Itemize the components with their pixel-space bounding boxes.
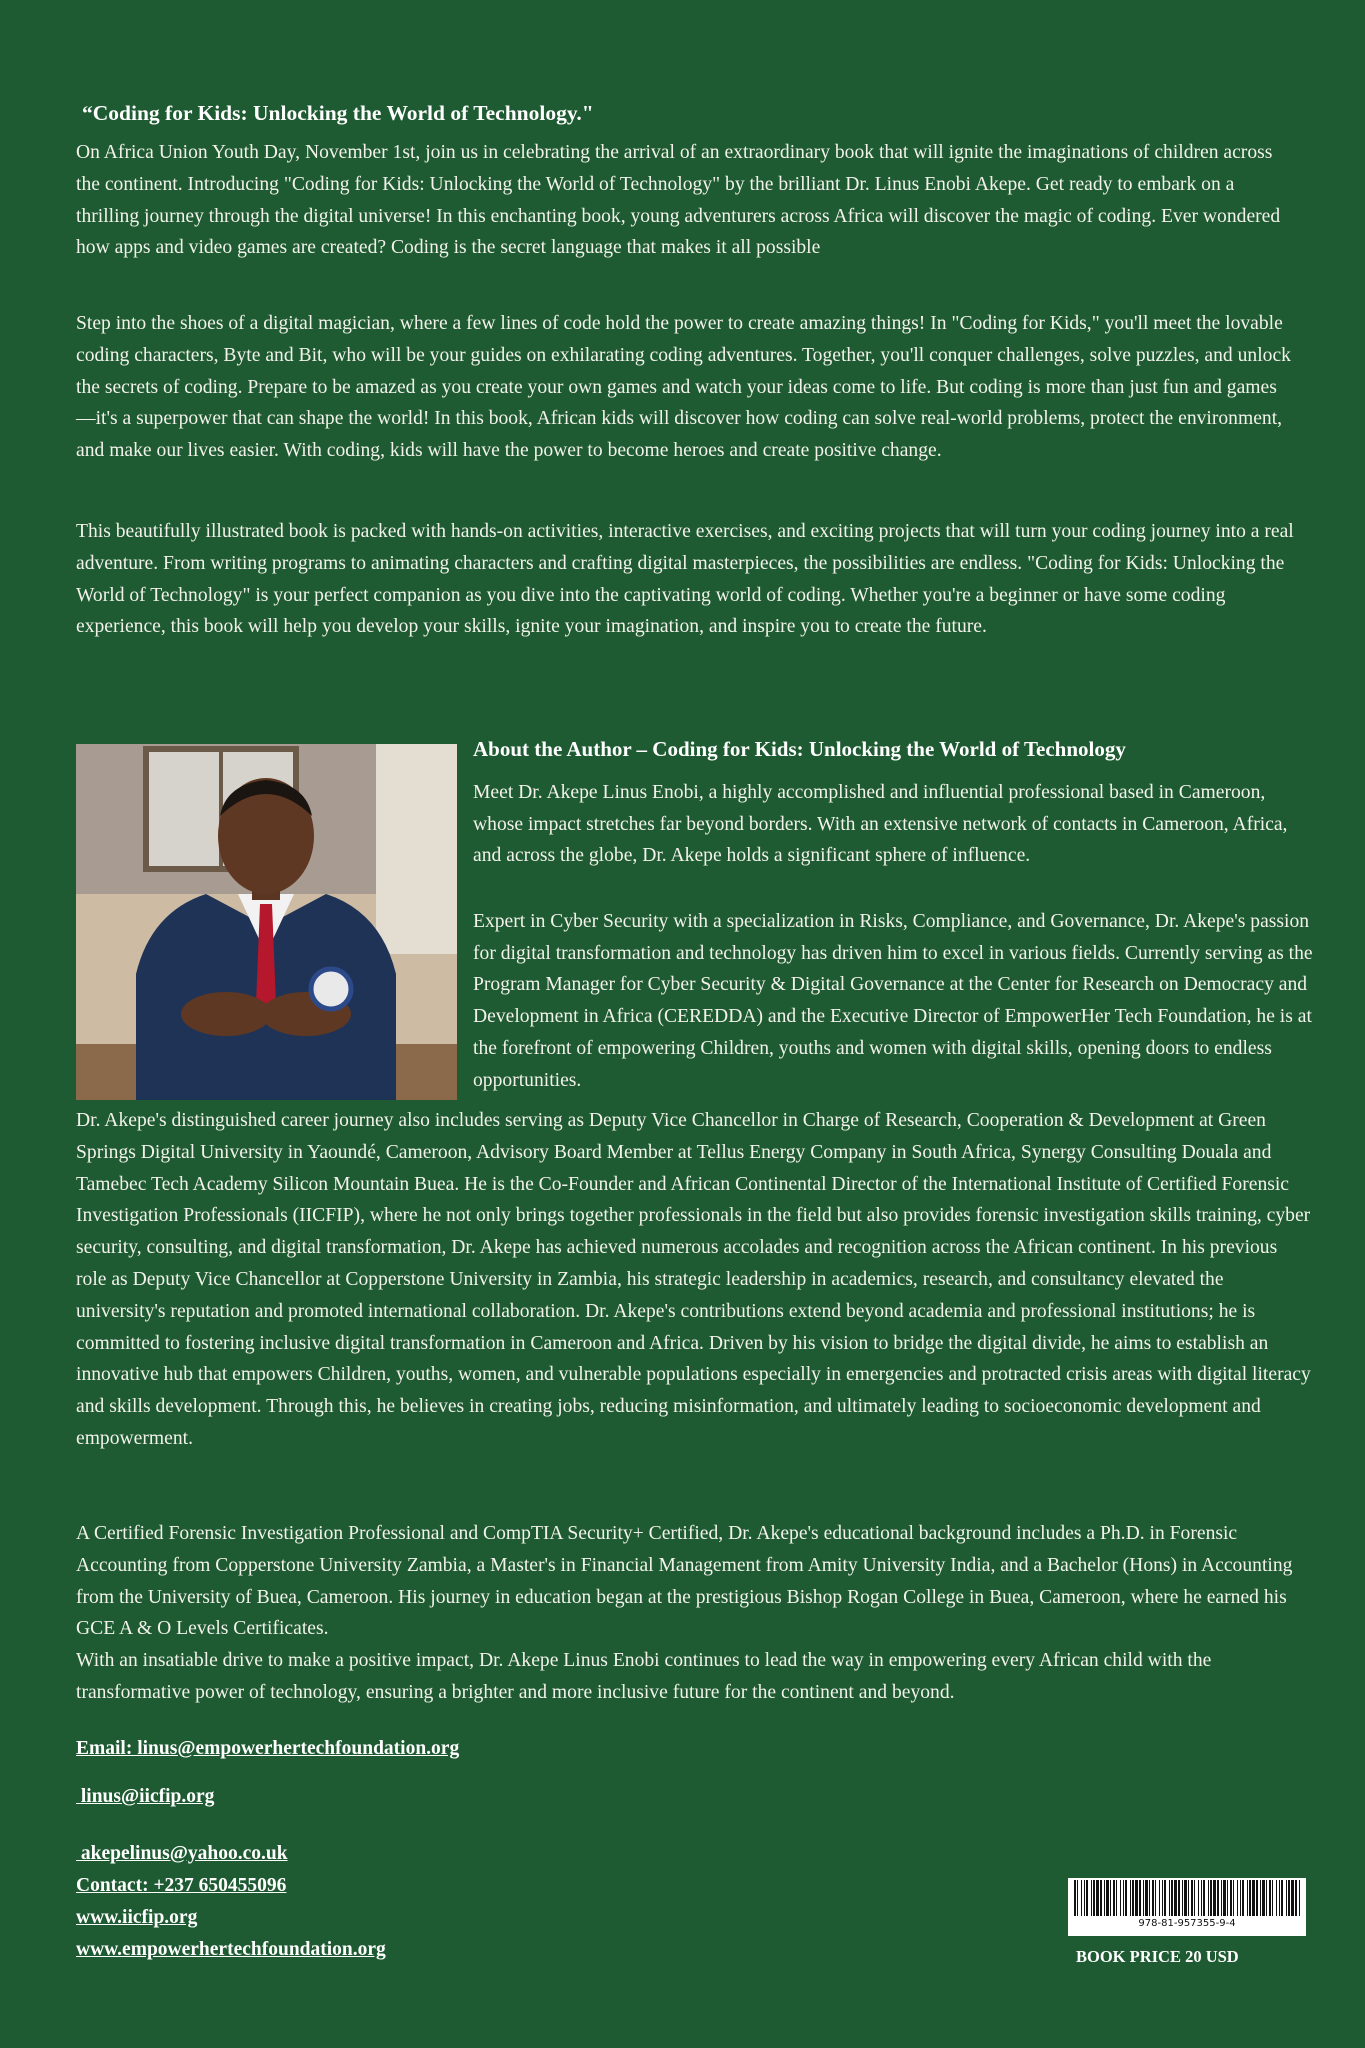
intro-paragraph-1: On Africa Union Youth Day, November 1st, join us in celebrating the arrival of an extraordinary book that will ignite the imaginations of children across the continent. Introducing "Coding for Kids: Unlocking the World of Technology" by the brilliant Dr. Linus Enobi Akepe. Get ready to embark on a thrilling journey through the digital universe! In this enchanting book, young adventurers across Africa will discover the magic of coding. Ever wondered how apps and video games are created? Coding is the secret language that makes it all possible (76, 142, 1281, 259)
intro-paragraph-3: This beautifully illustrated book is packed with hands-on activities, interactive exercises, and exciting projects that will turn your coding journey into a real adventure. From writing programs to animating characters and crafting digital masterpieces, the possibilities are endless. "Coding for Kids: Unlocking the World of Technology" is your perfect companion as you dive into the captivating world of coding. Whether you're a beginner or have some coding experience, this book will help you develop your skills, ignite your imagination, and inspire you to create the future. (76, 521, 1294, 638)
about-paragraph-4 (76, 1518, 1311, 1709)
closing-text: With an insatiable drive to make a positive impact, Dr. Akepe Linus Enobi continues to lead the way in empowering every African child with the transformative power of technology, ensuring a brighter and more inclusive future for the continent and beyond. (76, 1650, 1212, 1703)
about-paragraph-1: Meet Dr. Akepe Linus Enobi, a highly accomplished and influential professional based in Cameroon, whose impact stretches far beyond borders. With an extensive network of contacts in Cameroon, Africa, and across the globe, Dr. Akepe holds a significant sphere of influence. (473, 782, 1288, 867)
email-link-3[interactable]: akepelinus@yahoo.co.uk (76, 1843, 288, 1864)
about-paragraph-3: Dr. Akepe's distinguished career journey also includes serving as Deputy Vice Chancellor in Charge of Research, Cooperation & Development at Green Springs Digital University in Yaoundé, Cameroon, Advisory Board Member at Tellus Energy Company in South Africa, Synergy Consulting Douala and Tamebec Tech Academy Silicon Mountain Buea. He is the Co-Founder and African Continental Director of the International Institute of Certified Forensic Investigation Professionals (IICFIP), where he not only brings together professionals in the field but also provides forensic investigation skills training, cyber security, consulting, and digital transformation, Dr. Akepe has achieved numerous accolades and recognition across the African continent. In his previous role as Deputy Vice Chancellor at Copperstone University in Zambia, his strategic leadership in academics, research, and consultancy elevated the university's reputation and promoted international collaboration. Dr. Akepe's contributions extend beyond academia and professional institutions; he is committed to fostering inclusive digital transformation in Cameroon and Africa. Driven by his vision to bridge the digital divide, he aims to establish an innovative hub that empowers Children, youths, women, and vulnerable populations especially in emergencies and protracted crisis areas with digital literacy and skills development. Through this, he believes in creating jobs, reducing misinformation, and ultimately leading to socioeconomic development and empowerment. (76, 1110, 1311, 1449)
about-paragraph-2: Expert in Cyber Security with a specialization in Risks, Compliance, and Governance, Dr. Akepe's passion for digital transformation and technology has driven him to excel in various fields. Currently serving as the Program Manager for Cyber Security & Digital Governance at the Center for Research on Democracy and Development in Africa (CEREDDA) and the Executive Director of EmpowerHer Tech Foundation, he is at the forefront of empowering Children, youths and women with digital skills, opening doors to endless opportunities. (473, 911, 1313, 1091)
author-photo (76, 744, 457, 1100)
education-text: A Certified Forensic Investigation Professional and CompTIA Security+ Certified, Dr. Akepe's educational background includes a Ph.D. in Forensic Accounting from Copperstone University Zambia, a Master's in Financial Management from Amity University India, and a Bachelor (Hons) in Accounting from the University of Buea, Cameroon. His journey in education began at the prestigious Bishop Rogan College in Buea, Cameroon, where he earned his GCE A & O Levels Certificates. (76, 1523, 1293, 1640)
book-price: BOOK PRICE 20 USD (1076, 1947, 1239, 1966)
email-link-2[interactable]: linus@iicfip.org (76, 1786, 215, 1807)
intro-paragraph-2: Step into the shoes of a digital magician, where a few lines of code hold the power to create amazing things! In "Coding for Kids," you'll meet the lovable coding characters, Byte and Bit, who will be your guides on exhilarating coding adventures. Together, you'll conquer challenges, solve puzzles, and unlock the secrets of coding. Prepare to be amazed as you create your own games and watch your ideas come to life. But coding is more than just fun and games—it's a superpower that can shape the world! In this book, African kids will discover how coding can solve real-world problems, protect the environment, and make our lives easier. With coding, kids will have the power to become heroes and create positive change. (76, 313, 1291, 462)
phone-contact[interactable]: Contact: +237 650455096 (76, 1875, 287, 1896)
email-link-1[interactable]: Email: linus@empowerhertechfoundation.org (76, 1738, 460, 1759)
isbn-number: 978-81-957355-9-4 (1138, 1918, 1236, 1929)
book-title: “Coding for Kids: Unlocking the World of Technology." (82, 101, 594, 125)
website-link-1[interactable]: www.iicfip.org (76, 1907, 198, 1928)
about-author-heading: About the Author – Coding for Kids: Unlocking the World of Technology (473, 737, 1126, 761)
website-link-2[interactable]: www.empowerhertechfoundation.org (76, 1939, 386, 1960)
